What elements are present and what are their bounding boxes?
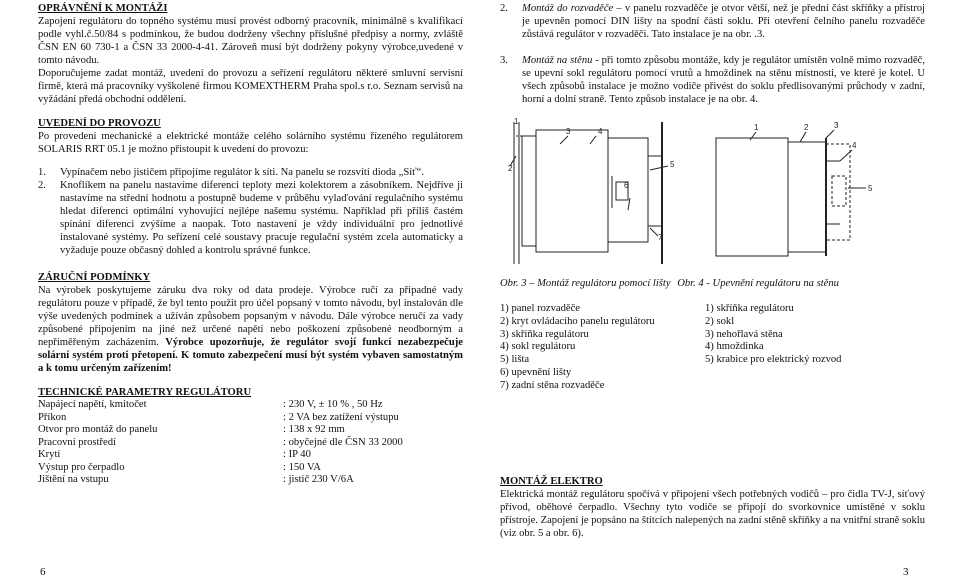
param-row: [38, 424, 403, 437]
opravneni-title: OPRÁVNĚNÍ K MONTÁŽI: [38, 3, 168, 14]
left-column: [38, 2, 463, 498]
section-parametry: [38, 386, 463, 487]
fig3-label-6: 6: [624, 181, 629, 190]
legend-list-fig4: [705, 303, 841, 393]
caption-fig4: Obr. 4 - Upevnění regulátoru na stěnu: [677, 278, 839, 289]
fig4-label-5: 5: [868, 184, 873, 193]
legend-item: 2) sokl: [705, 315, 735, 327]
figures: [500, 116, 940, 271]
uvedeni-item-1: [38, 166, 463, 179]
param-key: Jištění na vstupu: [38, 474, 109, 485]
figure-3-drawing: [510, 122, 668, 264]
figure-captions: [500, 278, 940, 289]
param-key: Pracovní prostředí: [38, 436, 116, 448]
legend-item: 2) kryt ovládacího panelu regulátoru: [500, 315, 655, 327]
fig3-label-5: 5: [670, 160, 675, 169]
legend-item: 3) skříňka regulátoru: [500, 328, 589, 340]
montaz-stena-body: - při tomto způsobu montáže, kdy je regulátor umístěn volně mimo rozvaděč, se upevní sokl regulátoru pomocí vrutů a hmoždinek na stěnu místnosti, ve které je kotel. U všech způsobů instalace je možno vodiče přivést do soklu předlisovanými průchody v zadní, horní a dolní straně. Tento způsob instalace je na obr. 4.: [522, 55, 925, 105]
param-key: Otvor pro montáž do panelu: [38, 424, 158, 435]
fig3-label-4: 4: [598, 127, 603, 136]
opravneni-p2: Doporučujeme zadat montáž, uvedení do provozu a seřízení regulátoru některé smluvní servisní firmě, která má pracovníky vyškolené firmou KOMEXTHERM Praha spol.s r.o. Seznam servisů na vyžádání předá obchodní oddělení.: [38, 68, 463, 105]
legend-item: 6) upevnění lišty: [500, 366, 572, 378]
page-number-right: 3: [903, 566, 909, 578]
param-row: [38, 462, 403, 475]
caption-fig3: Obr. 3 – Montáž regulátoru pomocí lišty: [500, 278, 671, 289]
legend-item: 7) zadní stěna rozvaděče: [500, 379, 605, 391]
param-row: [38, 412, 403, 425]
section-elektro: [500, 475, 925, 540]
zaruka-title: ZÁRUČNÍ PODMÍNKY: [38, 272, 151, 283]
legend-item: 5) lišta: [500, 354, 530, 366]
montaz-stena: [500, 54, 925, 106]
param-key: Výstup pro čerpadlo: [38, 461, 125, 473]
elektro-text: Elektrická montáž regulátoru spočívá v připojení všech potřebných vodičů – pro čidla TV-J, síťový přívod, oběhové čerpadlo. Všechny tyto vodiče se připojí do svorkovnice umístěné v soklu přístroje. Zapojení je popsáno na štítcích nalepených na zadní stěně skříňky a na vnitřní straně soklu (viz obr. 5 a obr. 6).: [500, 489, 925, 539]
installation-drawings: [500, 116, 940, 271]
fig4-label-2: 2: [804, 123, 809, 132]
uvedeni-intro: Po provedení mechanické a elektrické montáže celého solárního systému řízeného regulátorem SOLARIS RRT 05.1 je možno přistoupit k uvedení do provozu:: [38, 131, 463, 155]
parametry-table: [38, 399, 403, 487]
legend-item: 1) skříňka regulátoru: [705, 303, 794, 314]
legend-item: 4) sokl regulátoru: [500, 341, 576, 353]
item-text: Knoflíkem na panelu nastavíme diferenci teploty mezi kolektorem a zásobníkem. Nejdříve ji nastavíme na střední hodnotu a postupně budeme v průběhu vylaďování regulačního systému hledat diferenci optimální vyhovující nejlépe našemu systému. Například při příliš častém spínání diferenci zvýšíme a naopak. Toto nastavení je vždy individuální pro jednotlivé instalované systémy. Po seřízení celé soustavy pracuje regulační systém zcela automaticky a vyžaduje pouze občasný dohled a kontrolu správné funkce.: [60, 180, 463, 256]
figure-4-drawing: [716, 130, 866, 256]
fig4-label-4: 4: [852, 141, 857, 150]
page-number-left: 6: [40, 566, 46, 578]
item-number: 1.: [38, 167, 46, 178]
montaz-rozvadec-lead: Montáž do rozvaděče: [522, 3, 614, 14]
param-key: Příkon: [38, 411, 67, 423]
montaz-rozvadec-text: [522, 2, 925, 41]
item-number: 3.: [500, 55, 508, 66]
opravneni-p1: Zapojení regulátoru do topného systému musí provést odborný pracovník, minimálně s kvalifikací podle vyhl.č.50/84 s podmínkou, že budou dodrženy všechny příslušné předpisy a normy, zvláště ČSN EN 60 730-1 a ČSN 33 2000-4-41. Zároveň musí být dodrženy pokyny výrobce,uvedené v tomto návodu.: [38, 16, 463, 66]
param-value: : 138 x 92 mm: [283, 424, 345, 435]
item-number: 2.: [38, 180, 46, 191]
item-text: Vypínačem nebo jističem připojíme regulátor k síti. Na panelu se rozsvítí dioda „Síť“.: [60, 167, 425, 178]
legend-item: 5) krabice pro elektrický rozvod: [705, 354, 842, 366]
param-value: : IP 40: [283, 449, 311, 460]
zaruka-text: Na výrobek poskytujeme záruku dva roky od data prodeje. Výrobce ručí za připadné vady regulátoru pouze v případě, že byl tento použit pro účel popsaný v tomto návodu, byl instalován dle výše uvedených podmínek a užíván způsobem popsaným v návodu. Dále výrobce neručí za vady způsobené připojením na jiné než určené napětí nebo poškození způsobené neodborným a nepřiměřeným zacházením.: [38, 285, 463, 348]
section-zaruka: [38, 271, 463, 375]
fig3-label-1: 1: [514, 117, 519, 126]
fig3-label-3: 3: [566, 127, 571, 136]
zaruka-warning: Výrobce upozorňuje, že regulátor svojí funkcí nezabezpečuje solární systém proti přetopení. K tomuto zabezpečení musí být systém vybaven samostatným a k tomu určeným zařízením!: [38, 337, 464, 374]
uvedeni-item-2: [38, 179, 463, 257]
fig4-label-3: 3: [834, 121, 839, 130]
elektro-title: MONTÁŽ ELEKTRO: [500, 476, 603, 487]
uvedeni-title: UVEDENÍ DO PROVOZU: [38, 118, 161, 129]
parametry-title: TECHNICKÉ PARAMETRY REGULÁTORU: [38, 387, 252, 398]
montaz-stena-text: [522, 54, 925, 106]
param-row: [38, 399, 403, 412]
right-column: [500, 2, 925, 106]
legend-item: 1) panel rozvaděče: [500, 303, 580, 314]
legend-item: 4) hmoždinka: [705, 341, 764, 353]
legend-list-fig3: [500, 303, 705, 393]
fig3-label-2: 2: [508, 164, 513, 173]
section-opravneni: [38, 2, 463, 106]
section-uvedeni: [38, 117, 463, 257]
montaz-rozvadec: [500, 2, 925, 41]
legend-lists: [500, 303, 940, 393]
fig3-label-7: 7: [658, 233, 663, 242]
param-row: [38, 437, 403, 450]
param-value: : 2 VA bez zatížení výstupu: [283, 411, 399, 423]
item-number: 2.: [500, 3, 508, 14]
zaruka-p1: [38, 284, 463, 375]
montaz-rozvadec-body: – v panelu rozvaděče je otvor větší, než je přední část skříňky a přístroj je upevněn pomocí DIN lišty na spodní části soklu. Při otevření čelního panelu rozvaděče zůstává regulátor v rozvaděči. Tato instalace je na obr. .3.: [522, 3, 925, 40]
param-value: : 230 V, ± 10 % , 50 Hz: [283, 399, 383, 410]
montaz-stena-lead: Montáž na stěnu: [522, 55, 593, 66]
param-value: : obyčejné dle ČSN 33 2000: [283, 436, 403, 448]
legend-item: 3) nehořlavá stěna: [705, 328, 783, 340]
fig4-label-1: 1: [754, 123, 759, 132]
param-row: [38, 449, 403, 462]
param-key: Napájecí napětí, kmitočet: [38, 399, 147, 410]
param-value: : 150 VA: [283, 461, 321, 473]
param-row: [38, 474, 403, 487]
param-value: : jistič 230 V/6A: [283, 474, 354, 485]
param-key: Krytí: [38, 449, 61, 460]
